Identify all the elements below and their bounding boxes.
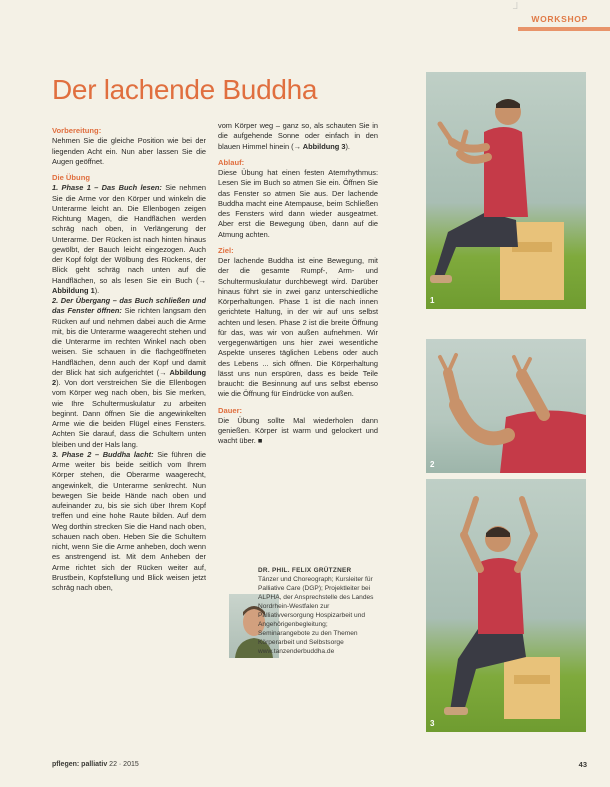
- phase2-text-2: ). Von dort verstreichen Sie die Ellenbogen vom Körper weg nach oben, bis Sie merken, wie Ihre Schultermuskulatur zu arbeiten beginnt. Dann öffnen Sie die angewinkelten Arme wie die beiden Flügel eines Fensters. Achten Sie darauf, dass die Schultern unten bleiben und der Hals lang.: [52, 378, 206, 449]
- section-label: WORKSHOP: [531, 14, 588, 24]
- photo-number-3: 3: [430, 719, 435, 728]
- end-mark-icon: ■: [257, 436, 263, 446]
- footer-magazine: [52, 761, 139, 768]
- magazine-name: pflegen: palliativ: [52, 761, 108, 768]
- heading-goal: Ziel:: [218, 245, 234, 255]
- person-raised-arms-figure: [426, 479, 586, 732]
- continuation-text: vom Körper weg – ganz so, als schauten Sie in die aufgehende Sonne oder einfach in den blauen Himmel hinein (: [218, 121, 378, 151]
- text-column-left: [52, 126, 206, 766]
- text-rhythm: Diese Übung hat einen festen Atemrhythmus: Lesen Sie im Buch so atmen Sie ein. Öffnen Sie das Fenster so atmen Sie aus. Der lachende Buddha macht eine Atempause, beim Schließen des Fensters wird dann wieder ausgeatmet. Aber erst die Bewegung üben, dann auf die Atmung achten.: [218, 168, 378, 239]
- phase1-heading: 1. Phase 1 – Das Buch lesen:: [52, 183, 162, 193]
- phase3-heading: 3. Phase 2 – Buddha lacht:: [52, 449, 154, 459]
- photo-exercise-1: [426, 72, 586, 309]
- photo-exercise-3: [426, 479, 586, 732]
- person-reading-figure: [426, 72, 586, 309]
- heading-exercise: Die Übung: [52, 173, 90, 182]
- phase3-paragraph: [52, 450, 206, 594]
- heading-duration: Dauer:: [218, 405, 243, 415]
- author-description: Tänzer und Choreograph; Kursleiter für Palliative Care (DGP); Projektleiter bei ALPHA, der Ansprechstelle des Landes Nordrhein-Westfalen zur Palliativversorgung Hospizarbeit und Angehörigenbegleitung; Seminarangebote zu den Themen Körperarbeit und Selbstsorge www.tanzenderbuddha.de: [258, 576, 374, 655]
- phase2-heading: 2. Der Übergang – das Buch schließen und das Fenster öffnen:: [52, 296, 206, 316]
- phase2-paragraph: [52, 296, 206, 450]
- text-preparation: Nehmen Sie die gleiche Position wie bei der liegenden Acht ein. Nun aber lassen Sie die Augen geöffnet.: [52, 136, 206, 166]
- stool-shape-2: [504, 657, 560, 719]
- heading-rhythm: Ablauf:: [218, 157, 245, 167]
- phase1-text: Sie nehmen Sie die Arme vor den Körper und winkeln die Unterarme leicht an. Die Ellenbogen zeigen Richtung Magen, die Handflächen werden schräg nach oben, in Verlängerung der Unterarme. Der Rücken ist nach hinten hinaus gewölbt, der Bauch leicht eingezogen. Auch der Kopf folgt der Wölbung des Rückens, der Blick geht schräg nach unten auf die Handflächen, so als lesen Sie ein Buch (: [52, 183, 206, 285]
- photo-number-2: 2: [430, 460, 435, 469]
- heading-preparation: Vorbereitung:: [52, 126, 102, 135]
- page-number: 43: [578, 760, 587, 769]
- phase1-paragraph: [52, 183, 206, 296]
- person-opening-figure: [426, 339, 586, 473]
- figure-ref-2: → Abbildung 2: [52, 367, 206, 387]
- text-goal: Der lachende Buddha ist eine Bewegung, mit der die gesamte Rumpf-, Arm- und Schultermuskulatur durchbewegt wird. Darüber hinaus führt sie in zwei ganz unterschiedliche Körperhaltungen. Phase 1 ist die nach innen gerichtete Haltung, in der wir auf uns selbst achten und lesen. Phase 2 ist die breite Öffnung für das, was wir von außen aufnehmen. Wir vergegenwärtigen uns hier zwei wesentliche Aspekte unseres täglichen Lebens oder auch des Lebens ... sich öffnen. Die Körperhaltung lässt uns nun erspüren, dass es beide Teile braucht: die Besinnung auf uns selbst ebenso wie die Öffnung für Eindrücke von außen.: [218, 256, 378, 399]
- author-name: DR. PHIL. FELIX GRÜTZNER: [258, 567, 352, 574]
- continuation-paragraph: [218, 121, 378, 152]
- duration-text: Die Übung sollte Mal wiederholen dann genießen. Körper ist warm und gelockert und wacht über.: [218, 415, 378, 446]
- section-bar: [518, 27, 610, 31]
- page-title: Der lachende Buddha: [52, 74, 318, 105]
- figure-ref-3: → Abbildung 3: [293, 141, 346, 151]
- text-duration: [218, 416, 378, 447]
- crop-mark-icon: ┘: [513, 3, 521, 15]
- photo-exercise-2: [426, 339, 586, 473]
- author-bio: [258, 566, 376, 656]
- phase2-text: Sie richten langsam den Rücken auf und nehmen dabei auch die Arme mit, bis die Unterarme waagerecht stehen und die Unterarme im rechten Winkel nach oben weisen. Sie schauen in die flachgeöffneten Handflächen, denn auch der Kopf und damit der Blick hat sich aufgerichtet (: [52, 306, 206, 377]
- photo-number-1: 1: [430, 296, 435, 305]
- phase3-text: Sie führen die Arme weiter bis beide seitlich vom Ihrem Körper stehen, die Oberarme waagerecht, angewinkelt, die Unterarme senkrecht. Nun bewegen Sie beide Hände nach oben und aufeinander zu, bis sie sich über Ihrem Kopf treffen und eine hohe Raute bilden. Auf dem Weg dorthin strecken Sie die Hand nach oben, schauen nach oben. Heben Sie die Schultern nicht, wenn Sie die Arme anheben, doch wenn es anstrengend ist. Mit dem Anheben der Arme richtet sich der Rücken weiter auf, Brustbein, Kopfstellung und Blick weisen jetzt schräg nach oben,: [52, 449, 206, 592]
- magazine-issue: 22 · 2015: [107, 761, 139, 768]
- figure-ref-1: → Abbildung 1: [52, 275, 206, 295]
- text-column-middle: [218, 121, 378, 581]
- continuation-end: ).: [345, 141, 350, 151]
- phase1-end: ).: [94, 285, 100, 295]
